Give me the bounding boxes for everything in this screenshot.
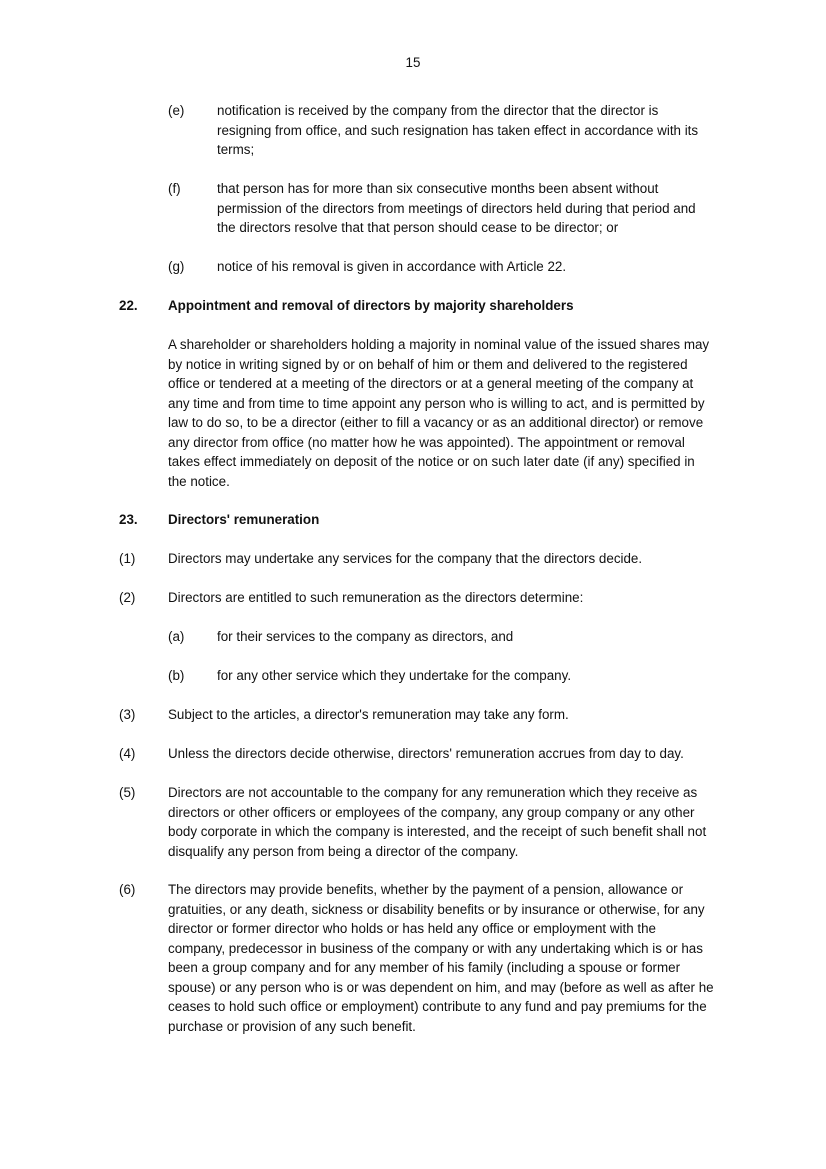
article-title: Directors' remuneration [168,512,320,527]
article-number: 22. [119,298,138,313]
article-number: 23. [119,512,138,527]
item-text: that person has for more than six consecutive months been absent without permission of the directors from meetings of directors held during that period and the directors resolve that that person should cease to be director; or [217,181,696,235]
clause-marker: (4) [119,746,136,761]
item-marker: (g) [168,259,185,274]
article-22-body: A shareholder or shareholders holding a majority in nominal value of the issued shares may by notice in writing signed by or on behalf of him or them and delivered to the registered office or tendered at a meeting of the directors or at a general meeting of the company at any time and from time to time appoint any person who is willing to act, and is permitted by law to do so, to be a director (either to fill a vacancy or as an additional director) or remove any director from office (no matter how he was appointed). The appointment or removal takes effect immediately on deposit of the notice or on such later date (if any) specified in the notice. [168,337,710,489]
clause-marker: (3) [119,707,136,722]
clause-text: Directors are entitled to such remuneration as the directors determine: [168,590,584,605]
article-title: Appointment and removal of directors by majority shareholders [168,298,574,313]
item-text: notification is received by the company from the director that the director is resigning from office, and such resignation has taken effect in accordance with its terms; [217,103,699,157]
sub-clause-text: for their services to the company as directors, and [217,629,514,644]
clause-text: Subject to the articles, a director's remuneration may take any form. [168,707,569,722]
clause-marker: (6) [119,882,136,897]
item-marker: (f) [168,181,181,196]
page-number: 15 [405,55,421,70]
clause-text: Unless the directors decide otherwise, directors' remuneration accrues from day to day. [168,746,684,761]
sub-clause-text: for any other service which they undertake for the company. [217,668,572,683]
sub-clause-marker: (b) [168,668,185,683]
clause-marker: (5) [119,785,136,800]
sub-clause-marker: (a) [168,629,185,644]
clause-marker: (1) [119,551,136,566]
item-marker: (e) [168,103,185,118]
clause-text: The directors may provide benefits, whether by the payment of a pension, allowance or gratuities, or any death, sickness or disability benefits or by insurance or otherwise, for any director or former director who holds or has held any office or employment with the company, predecessor in business of the company or with any undertaking which is or has been a group company and for any member of his family (including a spouse or former spouse) or any person who is or was dependent on him, and may (before as well as after he ceases to hold such office or employment) contribute to any fund and pay premiums for the purchase or provision of any such benefit. [168,882,714,1034]
clause-marker: (2) [119,590,136,605]
item-text: notice of his removal is given in accordance with Article 22. [217,259,567,274]
clause-text: Directors may undertake any services for the company that the directors decide. [168,551,643,566]
clause-text: Directors are not accountable to the company for any remuneration which they receive as directors or other officers or employees of the company, any group company or any other body corporate in which the company is interested, and the receipt of such benefit shall not disqualify any person from being a director of the company. [168,785,707,859]
